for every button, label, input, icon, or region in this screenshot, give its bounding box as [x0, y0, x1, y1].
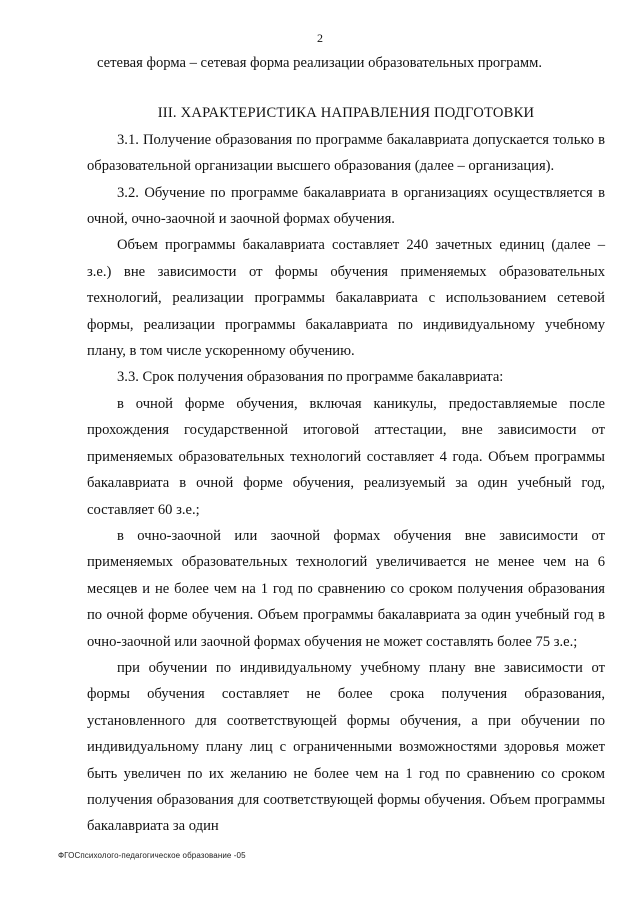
paragraph-volume: Объем программы бакалавриата составляет 240 зачетных единиц (далее – з.е.) вне зависимости от формы обучения применяемых образовательных технологий, реализации программы бакалавриата с использованием сетевой формы, реализации программы бакалавриата по индивидуальному учебному плану, в том числе ускоренному обучению.: [87, 237, 605, 360]
paragraph-full-time: в очной форме обучения, включая каникулы, предоставляемые после прохождения государственной итоговой аттестации, вне зависимости от применяемых образовательных технологий составляет 4 года. Объем программы бакалавриата в очной форме обучения, реализуемый за один учебный год, составляет 60 з.е.;: [87, 395, 605, 518]
paragraph-3-2: 3.2. Обучение по программе бакалавриата в организациях осуществляется в очной, очно-заочной и заочной формах обучения.: [87, 184, 605, 228]
document-body: [87, 50, 605, 840]
paragraph-3-1: 3.1. Получение образования по программе бакалавриата допускается только в образовательной организации высшего образования (далее – организация).: [87, 131, 605, 175]
paragraph-individual-plan: при обучении по индивидуальному учебному плану вне зависимости от формы обучения составляет не более срока получения образования, установленного для соответствующей формы обучения, а при обучении по индивидуальному плану лиц с ограниченными возможностями здоровья может быть увеличен по их желанию не более чем на 1 год по сравнению со сроком получения образования для соответствующей формы обучения. Объем программы бакалавриата за один: [87, 659, 605, 835]
footer-note: ФГОСпсихолого-педагогическое образование -05: [58, 851, 246, 860]
paragraph-3-3: 3.3. Срок получения образования по программе бакалавриата:: [117, 369, 504, 386]
page-number: 2: [317, 31, 323, 45]
intro-line: сетевая форма – сетевая форма реализации образовательных программ.: [97, 55, 543, 71]
section-heading: III. ХАРАКТЕРИСТИКА НАПРАВЛЕНИЯ ПОДГОТОВКИ: [157, 105, 535, 122]
paragraph-part-time: в очно-заочной или заочной формах обучения вне зависимости от применяемых образовательных технологий увеличивается не менее чем на 6 месяцев и не более чем на 1 год по сравнению со сроком получения образования по очной форме обучения. Объем программы бакалавриата за один учебный год в очно-заочной или заочной формах обучения не может составлять более 75 з.е.;: [87, 527, 605, 650]
